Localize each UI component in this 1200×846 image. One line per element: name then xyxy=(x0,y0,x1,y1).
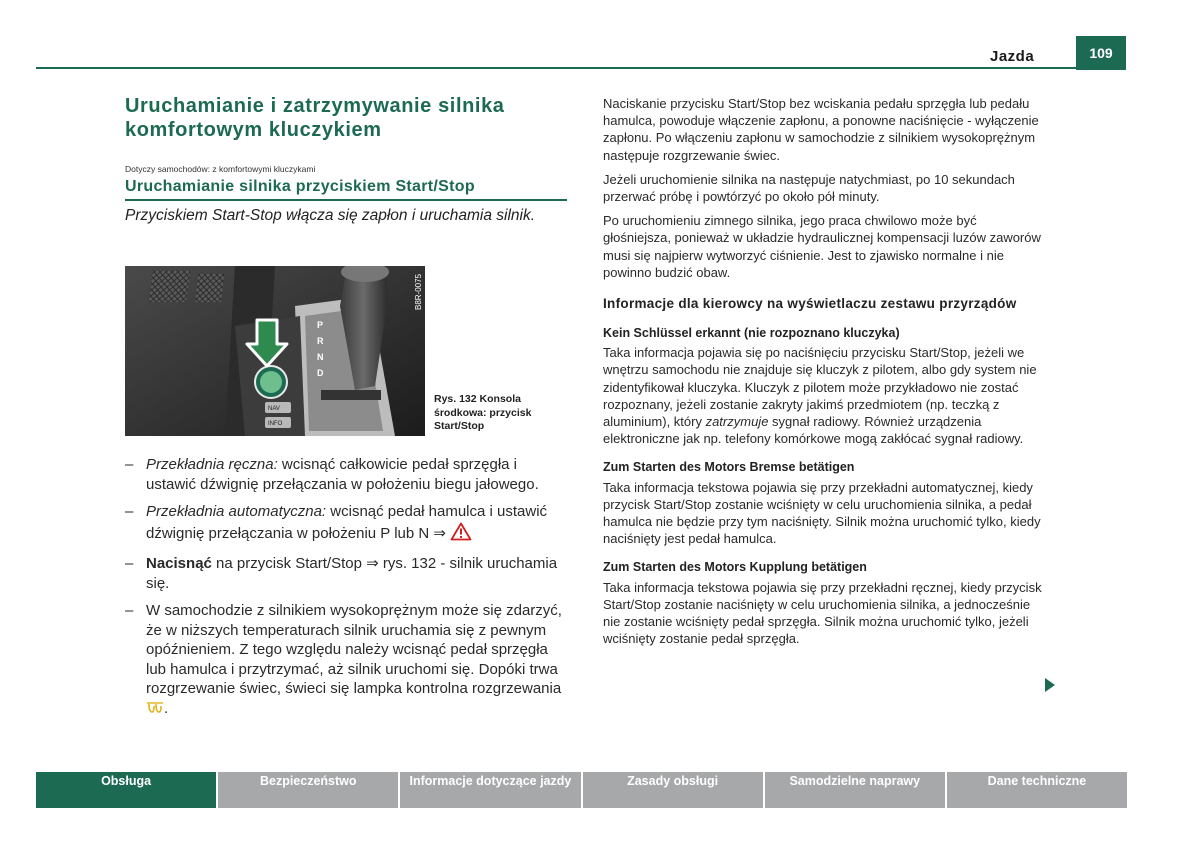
gear-n: N xyxy=(317,352,324,362)
right-column xyxy=(603,95,1043,654)
subsection-title: Uruchamianie silnika przyciskiem Start/Stop xyxy=(125,178,475,195)
footer-tab-samodzielne-naprawy[interactable]: Samodzielne naprawy xyxy=(765,772,945,808)
intro-text: Przyciskiem Start-Stop włącza się zapłon i uruchamia silnik. xyxy=(125,207,536,224)
paragraph: Jeżeli uruchomienie silnika na następuje natychmiast, po 10 sekundach przerwać próbę i powtórzyć po około pół minuty. xyxy=(603,171,1015,205)
step-lead: Przekładnia ręczna: xyxy=(146,456,278,473)
gear-p: P xyxy=(317,320,324,330)
step-lead: Nacisnąć xyxy=(146,555,212,572)
step-text: wcisnąć pedał hamulca i ustawić dźwignię przełączania w położeniu P lub N ⇒ xyxy=(146,503,548,542)
footer-tab-obsluga[interactable]: Obsługa xyxy=(36,772,216,808)
step-end: . xyxy=(164,699,169,717)
footer-tab-dane-techniczne[interactable]: Dane techniczne xyxy=(947,772,1127,808)
step-lead: Przekładnia automatyczna: xyxy=(146,503,327,520)
message-text: Taka informacja pojawia się po naciśnięciu przycisku Start/Stop, jeżeli we wnętrzu samochodu nie znajduje się kluczyk z pilotem, albo gdy system nie zidentyfikował kluczyka. Kluczyk z pilotem może przykładowo nie zostać rozpoznany, jeżeli zostanie zakryty jakimś przedmiotem (np. teczką z aluminium), który xyxy=(603,345,1037,430)
paragraph: Naciskanie przycisku Start/Stop bez wciskania pedału sprzęgła lub pedału hamulca, powoduje włączenie zapłonu, a ponowne naciśnięcie - wyłączenie zapłonu. Po włączeniu zapłonu w samochodzie z silnikiem wysokoprężnym następuje rozgrzewanie świec. xyxy=(603,96,1039,163)
list-item xyxy=(125,502,565,546)
paragraph xyxy=(603,344,1043,447)
message-emphasis: zatrzymuje xyxy=(705,414,769,430)
step-text: na przycisk Start/Stop ⇒ rys. 132 - silnik uruchamia się. xyxy=(146,555,558,592)
message-title: Zum Starten des Motors Bremse betätigen xyxy=(603,460,855,475)
start-steps-list xyxy=(125,455,565,728)
list-dash: – xyxy=(125,503,134,520)
chapter-title: Jazda xyxy=(990,48,1035,65)
info-button-label: INFO xyxy=(268,421,283,427)
footer-tab-bezpieczenstwo[interactable]: Bezpieczeństwo xyxy=(218,772,398,808)
paragraph: Po uruchomieniu zimnego silnika, jego praca chwilowo może być głośniejsza, ponieważ w układzie hydraulicznej kompensacji luzów zaworów musi się najpierw wytworzyć ciśnienie. Jest to zjawisko normalne i nie powinno budzić obaw. xyxy=(603,213,1041,280)
applies-to-note: Dotyczy samochodów: z komfortowymi kluczykami xyxy=(125,164,316,174)
footer-tab-zasady-obslugi[interactable]: Zasady obsługi xyxy=(583,772,763,808)
footer-nav xyxy=(36,772,1127,808)
subsection-divider xyxy=(125,199,567,201)
header-divider xyxy=(36,67,1076,69)
glow-plug-icon xyxy=(146,701,164,721)
list-dash: – xyxy=(125,602,134,619)
step-text: wcisnąć całkowicie pedał sprzęgła i ustawić dźwignię przełączania w położeniu biegu jałowego. xyxy=(146,456,539,493)
message-text: sygnał radiowy. Również urządzenia elektroniczne jak np. telefony komórkowe mogą zakłócać sygnał radiowy. xyxy=(603,414,1024,447)
list-item xyxy=(125,554,565,593)
message-title: Zum Starten des Motors Kupplung betätigen xyxy=(603,560,867,575)
list-dash: – xyxy=(125,456,134,473)
figure-caption: Rys. 132 Konsola środkowa: przycisk Start/Stop xyxy=(434,393,532,432)
message-title: Kein Schlüssel erkannt (nie rozpoznano kluczyka) xyxy=(603,326,900,341)
list-item xyxy=(125,601,565,720)
gear-r: R xyxy=(317,336,324,346)
gear-d: D xyxy=(317,368,324,378)
driver-info-heading: Informacje dla kierowcy na wyświetlaczu zestawu przyrządów xyxy=(603,296,1017,312)
paragraph: Taka informacja tekstowa pojawia się przy przekładni automatycznej, kiedy przycisk Start/Stop zostanie wciśnięty w celu uruchomienia silnika, a pedał hamulca nie będzie przy tym naciśnięty. Silnik można uruchomić tylko, kiedy naciśnięty jest pedał hamulca. xyxy=(603,479,1041,547)
continue-arrow-icon[interactable] xyxy=(1045,678,1055,692)
figure-code: B8R-0075 xyxy=(414,273,423,310)
list-item xyxy=(125,455,565,494)
paragraph: Taka informacja tekstowa pojawia się przy przekładni ręcznej, kiedy przycisk Start/Stop zostanie naciśnięty w celu uruchomienia silnika, a jednocześnie nie zostanie wciśnięty pedał sprzęgła. Silnik można uruchomić tylko, jeżeli wciśnięty zostanie pedał sprzęgła. xyxy=(603,579,1042,647)
step-text: W samochodzie z silnikiem wysokoprężnym może się zdarzyć, że w niższych temperaturach silnik uruchamia się z pewnym opóźnieniem. Z tego względu należy wcisnąć pedał sprzęgła lub hamulca i przytrzymać, aż silnik uruchomi się. Dopóki trwa rozgrzewanie świec, świeci się lampka kontrolna rozgrzewania xyxy=(146,602,562,697)
nav-button-label: NAV xyxy=(268,406,280,412)
page-number: 109 xyxy=(1076,36,1126,70)
console-figure xyxy=(125,266,425,436)
list-dash: – xyxy=(125,555,134,572)
footer-tab-informacje-jazdy[interactable]: Informacje dotyczące jazdy xyxy=(400,772,580,808)
section-title: Uruchamianie i zatrzymywanie silnika komfortowym kluczykiem xyxy=(125,95,505,141)
warning-icon[interactable] xyxy=(450,522,472,547)
